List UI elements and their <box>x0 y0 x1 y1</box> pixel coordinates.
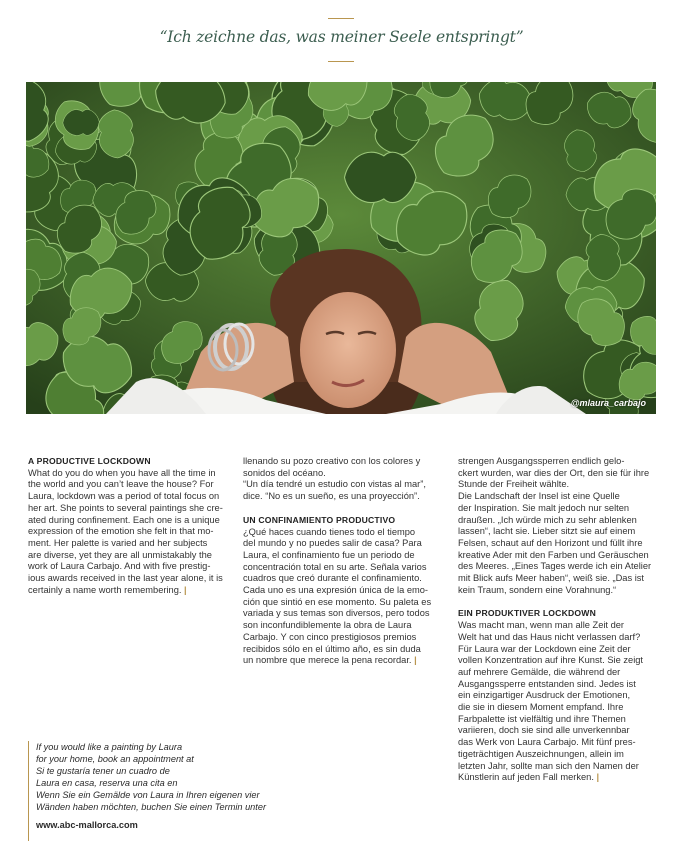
heading-spanish: UN CONFINAMIENTO PRODUCTIVO <box>243 514 396 525</box>
text-line: expression of the emotion she felt in that mo- <box>28 526 214 537</box>
text-line: auf mehrere Gemälde, die während der <box>458 666 621 677</box>
text-line: ción que sintió en ese momento. Su paleta es <box>243 596 432 607</box>
ivy-leaf <box>345 152 417 202</box>
heading-english: A PRODUCTIVE LOCKDOWN <box>28 456 151 466</box>
text-line: work of Laura Carbajo. And with five prestig- <box>28 561 211 572</box>
end-mark: | <box>181 584 187 595</box>
text-line: kein Traum, sondern eine Vorahnung.“ <box>458 584 617 595</box>
text-line: concentración total en su arte. Señala varios <box>243 561 427 572</box>
booking-line: Wenn Sie ein Gemälde von Laura in Ihren eigenen vier <box>36 790 260 800</box>
text-line: Stunde der Freiheit wählte. <box>458 479 570 490</box>
text-line: ckert wurden, war dies der Ort, den sie für ihre <box>458 467 650 478</box>
booking-callout <box>28 741 290 841</box>
column-spanish <box>243 456 441 667</box>
text-line: What do you do when you have all the time in <box>28 467 216 478</box>
website-link[interactable]: www.abc-mallorca.com <box>36 820 138 830</box>
text-line: das Werk von Laura Carbajo. Mit fünf pres- <box>458 737 636 748</box>
booking-line: If you would like a painting by Laura <box>36 742 183 752</box>
top-rule <box>328 18 354 19</box>
german-body-top <box>458 456 656 596</box>
text-line: llenando su pozo creativo con los colores y <box>243 456 421 466</box>
text-line: ein einzigartiger Ausdruck der Emotionen, <box>458 690 631 701</box>
text-line: Felsen, schaut auf den Horizont und füllt ihre <box>458 537 643 548</box>
end-mark: | <box>593 772 600 783</box>
column-german <box>458 456 656 784</box>
text-line: recibidos sólo en el último año, es sin duda <box>243 643 421 654</box>
column-english <box>28 456 226 596</box>
text-line: del mundo y no puedes salir de casa? Para <box>243 538 422 549</box>
text-line: vollen Konzentration auf ihre Kunst. Sie zeigt <box>458 655 644 666</box>
text-line: ¿Qué haces cuando tienes todo el tiempo <box>243 526 416 537</box>
text-line: kreative Ader mit den Farben und Geräuschen <box>458 549 649 560</box>
text-line: Farbpalette ist vielfältig und ihre Themen <box>458 713 626 724</box>
text-line: variada y sus temas son diversos, pero todos <box>243 608 430 619</box>
text-line: mit Blick aufs Meer haben“, weiß sie. „Das ist <box>458 573 644 584</box>
text-line: ated during confinement. Each one is a unique <box>28 514 220 525</box>
text-line: Laura, lockdown was a period of total focus on <box>28 491 220 502</box>
end-mark: | <box>411 655 417 666</box>
text-line: die sie in diesem Moment empfand. Ihre <box>458 702 624 713</box>
text-line: son inconfundiblemente la obra de Laura <box>243 620 412 631</box>
text-line: Was macht man, wenn man alle Zeit der <box>458 620 625 631</box>
booking-line: Si te gustaría tener un cuadro de <box>36 766 170 776</box>
booking-line: for your home, book an appointment at <box>36 754 194 764</box>
text-line: strengen Ausgangssperren endlich gelo- <box>458 456 625 466</box>
text-line: ious awards received in the last year alone, it is <box>28 573 223 584</box>
text-line: certainly a name worth remembering. | <box>28 584 187 595</box>
text-line: dice. “No es un sueño, es una proyección”. <box>243 491 420 502</box>
booking-line: Laura en casa, reserva una cita en <box>36 778 178 788</box>
booking-text <box>36 741 290 813</box>
text-line: lassen“, lacht sie. Lieber sitzt sie auf einem <box>458 526 636 537</box>
text-line: ment. Her palette is varied and her subjects <box>28 537 208 548</box>
text-line: Cada uno es una expresión única de la emo- <box>243 585 429 596</box>
text-line: her art. She points to several paintings she cre- <box>28 502 223 513</box>
text-line: Ausgangssperre entstanden sind. Jedes ist <box>458 678 636 689</box>
portrait-photo <box>26 82 656 414</box>
text-line: sonidos del océano. <box>243 467 326 478</box>
face <box>300 292 396 408</box>
text-line: Laura, el confinamiento fue un periodo de <box>243 549 415 560</box>
english-body <box>28 468 226 597</box>
text-line: der Inspiration. Sie malt jedoch nur selten <box>458 502 630 513</box>
booking-line: Wänden haben möchten, buchen Sie einen Termin unter <box>36 802 267 812</box>
heading-german: EIN PRODUKTIVER LOCKDOWN <box>458 608 597 619</box>
text-line: Die Landschaft der Insel ist eine Quelle <box>458 491 620 502</box>
photo-credit: @mlaura_carbajo <box>570 398 646 408</box>
text-line: the world and you can’t leave the house? For <box>28 479 214 490</box>
pull-quote: “Ich zeichne das, was meiner Seele entspringt” <box>159 28 524 46</box>
text-line: des Meeres. „Eines Tages werde ich ein Atelier <box>458 561 652 572</box>
text-line: are diverse, yet they are all unmistakably the <box>28 549 212 560</box>
text-line: draußen. „Ich würde mich zu sehr ablenken <box>458 514 637 525</box>
text-line: letzten Jahr, sollte man sich den Namen der <box>458 760 639 771</box>
german-body <box>458 620 656 784</box>
text-line: cuadros que creó durante el confinamiento. <box>243 573 422 584</box>
spanish-body <box>243 527 441 667</box>
bottom-rule <box>328 61 354 62</box>
text-line: Welt hat und das Haus nicht verlassen darf? <box>458 631 641 642</box>
spanish-body-top <box>243 456 441 503</box>
text-line: variieren, doch sie sind alle unverkennbar <box>458 725 630 736</box>
text-line: Für Laura war der Lockdown eine Zeit der <box>458 643 631 654</box>
text-line: Künstlerin auf jeden Fall merken. | <box>458 772 600 783</box>
text-line: “Un día tendré un estudio con vistas al mar”, <box>243 479 426 490</box>
photo-canvas <box>26 82 656 414</box>
text-line: Carbajo. Y con cinco prestigiosos premios <box>243 631 417 642</box>
text-line: tigeträchtigen Auszeichnungen, allein im <box>458 748 624 759</box>
text-line: un nombre que merece la pena recordar. | <box>243 655 417 666</box>
ivy-leaf <box>63 109 100 135</box>
